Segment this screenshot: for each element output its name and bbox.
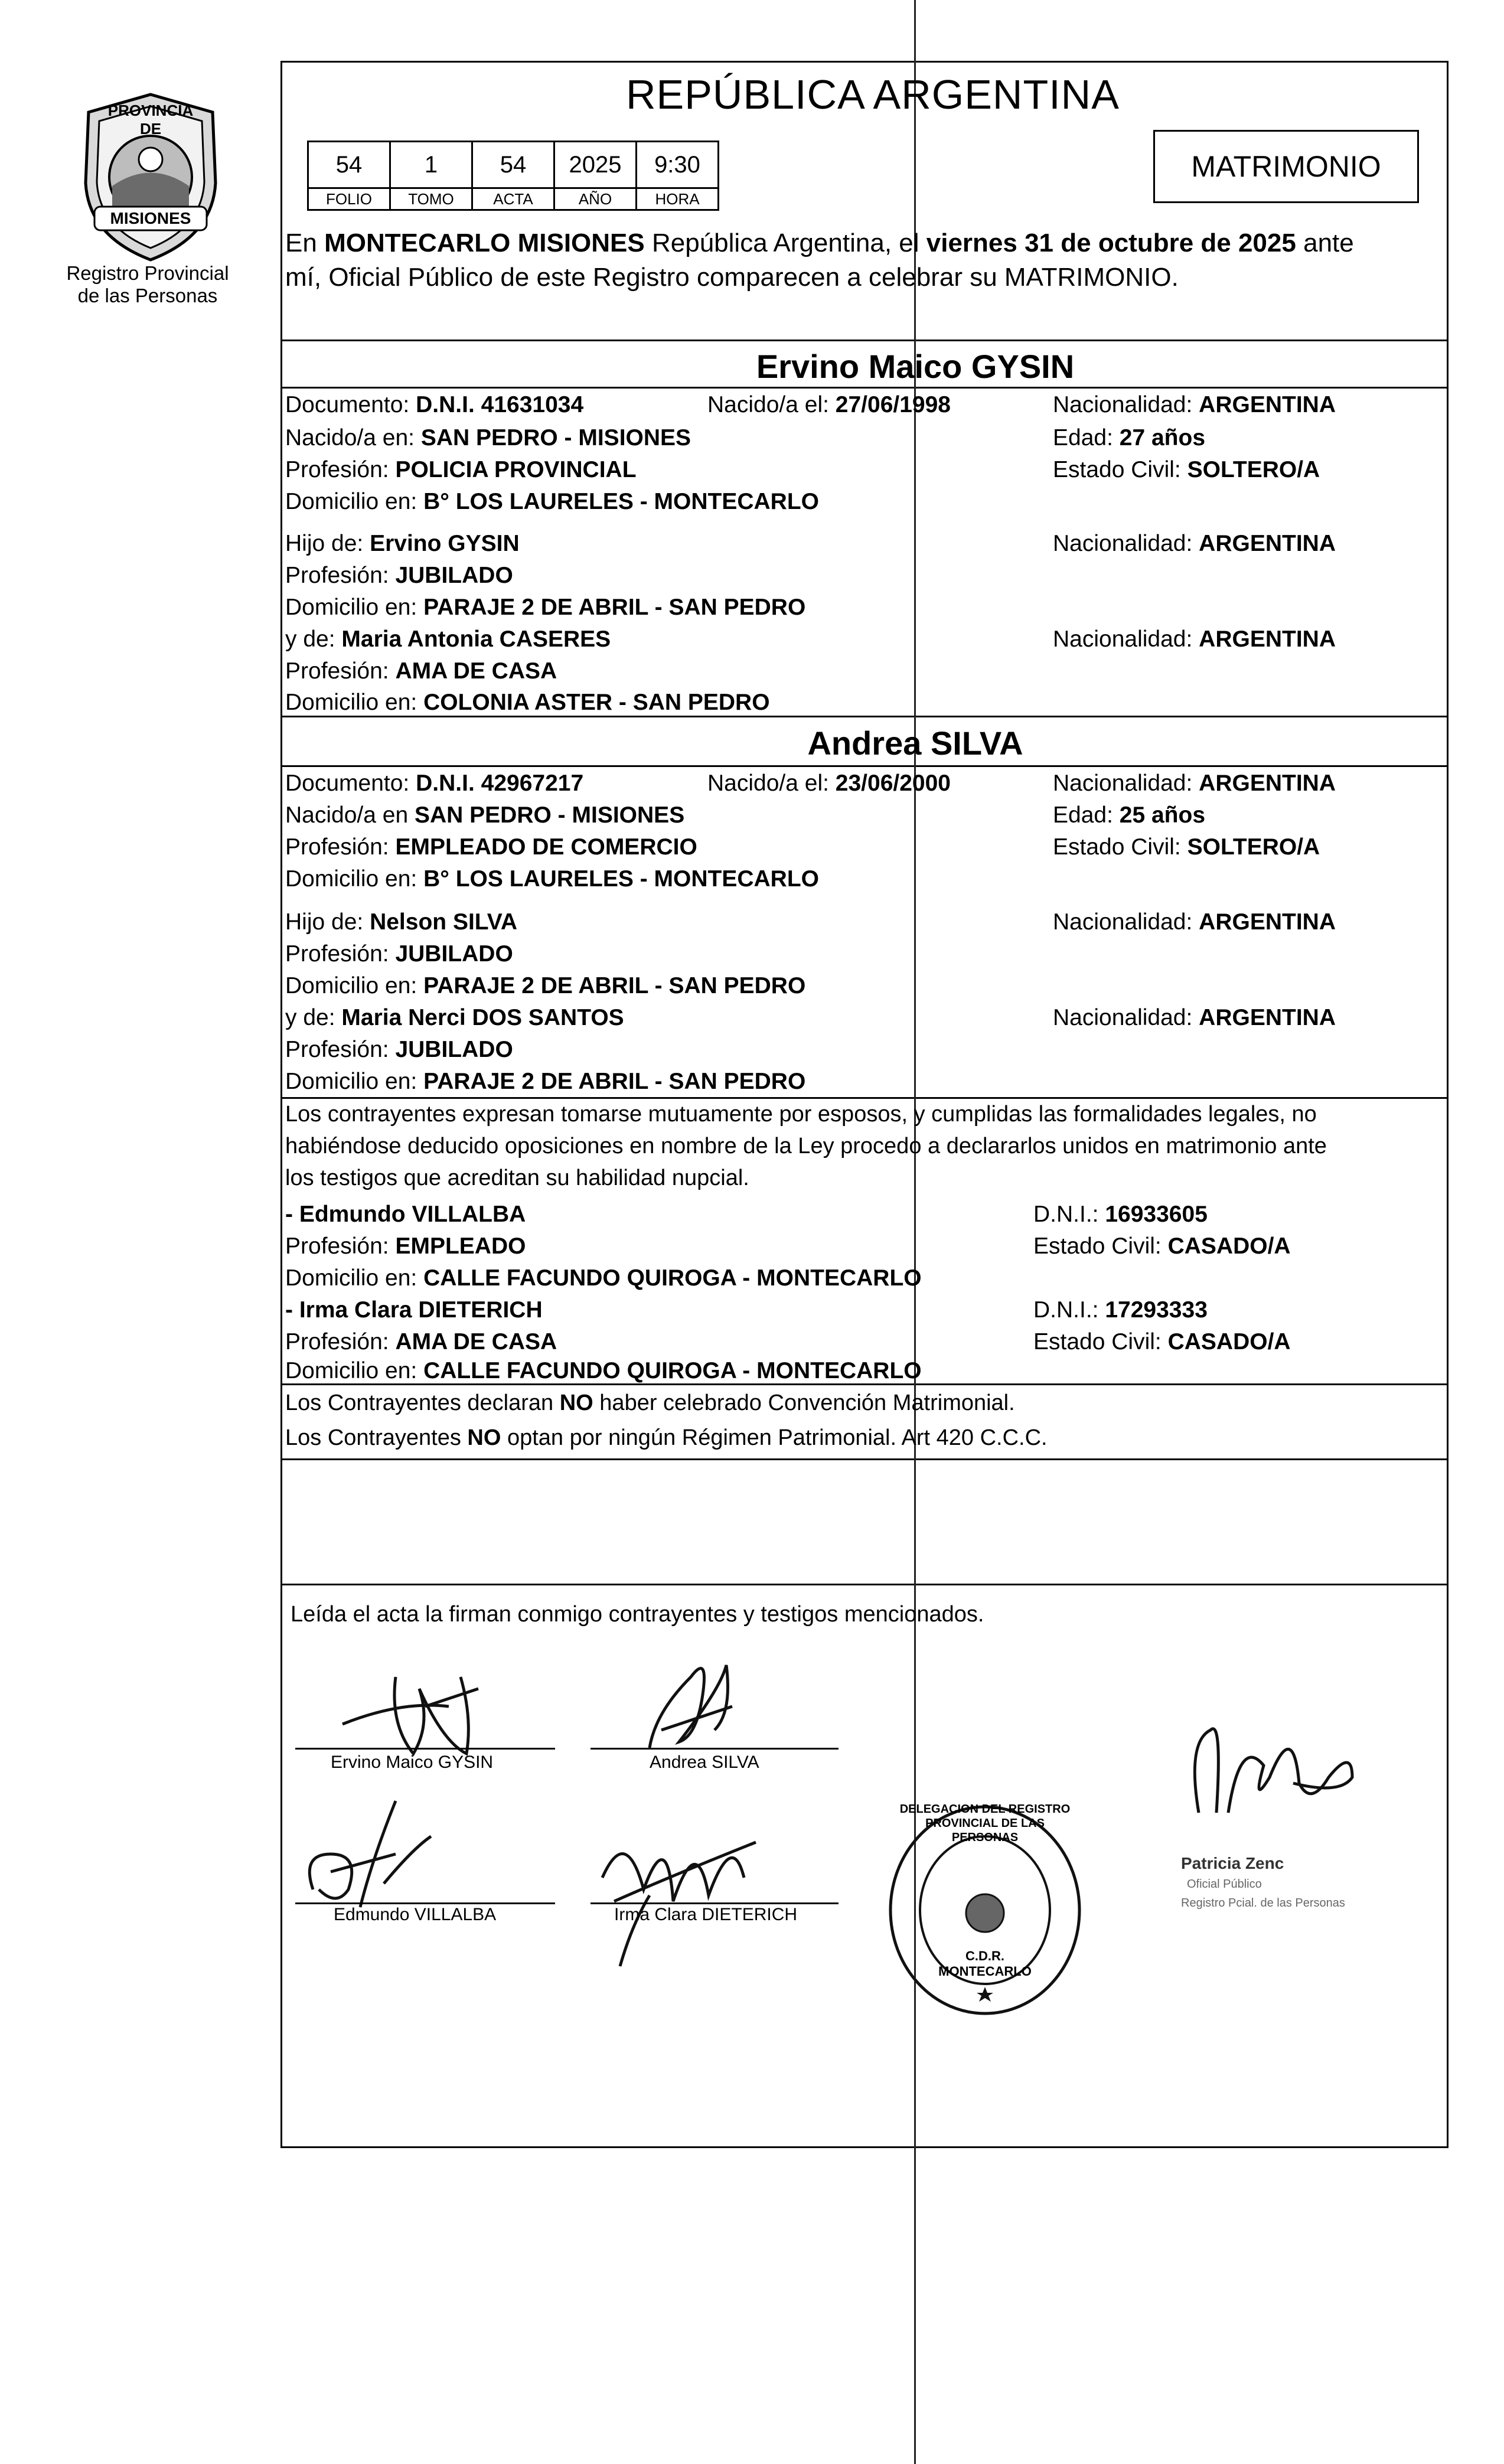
- bride-documento: Documento: D.N.I. 42967217: [285, 771, 584, 796]
- bride-mother: y de: Maria Nerci DOS SANTOS: [285, 1005, 624, 1030]
- intro-line-1: En MONTECARLO MISIONES República Argentina, el viernes 31 de octubre de 2025 ante: [285, 229, 1354, 257]
- bride-nacido-en: Nacido/a en SAN PEDRO - MISIONES: [285, 802, 685, 828]
- witness-1-estado-civil: Estado Civil: CASADO/A: [1033, 1233, 1291, 1259]
- bride-father-profesion: Profesión: JUBILADO: [285, 941, 513, 967]
- closing-statement: Leída el acta la firman conmigo contrayentes y testigos mencionados.: [291, 1602, 984, 1627]
- tomo-value: 1: [390, 142, 472, 188]
- witness-2-dni: D.N.I.: 17293333: [1033, 1297, 1208, 1323]
- witness-1-signature-label: Edmundo VILLALBA: [334, 1905, 497, 1924]
- convention-line-1: Los Contrayentes declaran NO haber celebrado Convención Matrimonial.: [285, 1391, 1015, 1415]
- groom-edad: Edad: 27 años: [1053, 425, 1206, 451]
- tomo-label: TOMO: [390, 188, 472, 210]
- bride-mother-domicilio: Domicilio en: PARAJE 2 DE ABRIL - SAN PEDRO: [285, 1069, 806, 1094]
- witness-1-signature: [295, 1789, 472, 1919]
- declaration-line-1: Los contrayentes expresan tomarse mutuamente por esposos, y cumplidas las formalidades legales, no: [285, 1102, 1317, 1127]
- witness-1-signature-line: [295, 1902, 555, 1904]
- official-stamp-line-3: Registro Pcial. de las Personas: [1181, 1897, 1345, 1910]
- groom-nacionalidad: Nacionalidad: ARGENTINA: [1053, 392, 1336, 417]
- witness-2-signature-line: [590, 1902, 839, 1904]
- witness-1-dni: D.N.I.: 16933605: [1033, 1202, 1208, 1227]
- bride-profesion: Profesión: EMPLEADO DE COMERCIO: [285, 834, 697, 860]
- groom-father-profesion: Profesión: JUBILADO: [285, 563, 513, 588]
- divider-groom-name: [280, 387, 1448, 389]
- registry-circular-stamp: [885, 1801, 1085, 2019]
- registry-reference-table: [307, 141, 719, 211]
- bride-estado-civil: Estado Civil: SOLTERO/A: [1053, 834, 1320, 860]
- groom-estado-civil: Estado Civil: SOLTERO/A: [1053, 457, 1320, 482]
- groom-documento: Documento: D.N.I. 41631034: [285, 392, 584, 417]
- hora-label: HORA: [637, 188, 719, 210]
- groom-mother-domicilio: Domicilio en: COLONIA ASTER - SAN PEDRO: [285, 690, 770, 715]
- divider-declaration: [280, 1097, 1448, 1099]
- bride-name: Andrea SILVA: [807, 724, 1023, 762]
- witness-2-signature: [579, 1807, 791, 1984]
- document-type-box: MATRIMONIO: [1153, 130, 1419, 203]
- witness-2-domicilio: Domicilio en: CALLE FACUNDO QUIROGA - MONTECARLO: [285, 1358, 922, 1383]
- bride-nacido-el: Nacido/a el: 23/06/2000: [707, 771, 951, 796]
- intro-date: viernes 31 de octubre de 2025: [926, 229, 1296, 257]
- groom-signature-label: Ervino Maico GYSIN: [331, 1752, 494, 1772]
- stamp-ring-text: DELEGACION DEL REGISTRO PROVINCIAL DE LAS PERSONAS: [899, 1803, 1071, 1844]
- bride-mother-profesion: Profesión: JUBILADO: [285, 1037, 513, 1062]
- document-title: REPÚBLICA ARGENTINA: [626, 71, 1120, 118]
- divider-intro: [280, 340, 1448, 341]
- seal-text-top: PROVINCIA DE: [107, 102, 194, 138]
- groom-profesion: Profesión: POLICIA PROVINCIAL: [285, 457, 637, 482]
- anio-value: 2025: [554, 142, 637, 188]
- bride-nacionalidad: Nacionalidad: ARGENTINA: [1053, 771, 1336, 796]
- witness-2-name: - Irma Clara DIETERICH: [285, 1297, 543, 1323]
- groom-father-nacionalidad: Nacionalidad: ARGENTINA: [1053, 531, 1336, 556]
- hora-value: 9:30: [637, 142, 719, 188]
- declaration-line-3: los testigos que acreditan su habilidad nupcial.: [285, 1166, 749, 1190]
- witness-2-estado-civil: Estado Civil: CASADO/A: [1033, 1329, 1291, 1355]
- intro-line-2: mí, Oficial Público de este Registro comparecen a celebrar su MATRIMONIO.: [285, 263, 1179, 292]
- registry-caption-2: de las Personas: [77, 285, 218, 306]
- groom-nacido-en: Nacido/a en: SAN PEDRO - MISIONES: [285, 425, 691, 451]
- groom-mother: y de: Maria Antonia CASERES: [285, 626, 611, 652]
- divider-bride-name: [280, 765, 1448, 767]
- groom-nacido-el: Nacido/a el: 27/06/1998: [707, 392, 951, 417]
- registry-logo: [71, 89, 230, 266]
- bride-signature-line: [590, 1748, 839, 1750]
- groom-domicilio: Domicilio en: B° LOS LAURELES - MONTECARLO: [285, 489, 820, 514]
- bride-father-nacionalidad: Nacionalidad: ARGENTINA: [1053, 909, 1336, 935]
- stamp-center-text: C.D.R. MONTECARLO: [938, 1949, 1032, 1979]
- divider-blank: [280, 1458, 1448, 1460]
- bride-mother-nacionalidad: Nacionalidad: ARGENTINA: [1053, 1005, 1336, 1030]
- official-signature: [1175, 1695, 1376, 1830]
- anio-label: AÑO: [554, 188, 637, 210]
- groom-mother-nacionalidad: Nacionalidad: ARGENTINA: [1053, 626, 1336, 652]
- groom-father: Hijo de: Ervino GYSIN: [285, 531, 520, 556]
- bride-domicilio: Domicilio en: B° LOS LAURELES - MONTECARLO: [285, 866, 820, 892]
- bride-father: Hijo de: Nelson SILVA: [285, 909, 517, 935]
- bride-signature-label: Andrea SILVA: [650, 1752, 759, 1772]
- divider-closing: [280, 1584, 1448, 1585]
- acta-value: 54: [472, 142, 554, 188]
- bride-edad: Edad: 25 años: [1053, 802, 1206, 828]
- witness-1-profesion: Profesión: EMPLEADO: [285, 1233, 526, 1259]
- groom-signature-line: [295, 1748, 555, 1750]
- bride-signature: [614, 1641, 768, 1760]
- official-stamp-name: Patricia Zenc: [1181, 1854, 1284, 1872]
- folio-label: FOLIO: [308, 188, 390, 210]
- intro-place: MONTECARLO MISIONES: [324, 229, 645, 257]
- groom-mother-profesion: Profesión: AMA DE CASA: [285, 658, 557, 684]
- official-stamp-line-2: Oficial Público: [1187, 1878, 1262, 1891]
- groom-father-domicilio: Domicilio en: PARAJE 2 DE ABRIL - SAN PEDRO: [285, 595, 806, 620]
- witness-1-domicilio: Domicilio en: CALLE FACUNDO QUIROGA - MONTECARLO: [285, 1265, 922, 1291]
- acta-label: ACTA: [472, 188, 554, 210]
- folio-value: 54: [308, 142, 390, 188]
- witness-2-profesion: Profesión: AMA DE CASA: [285, 1329, 557, 1355]
- declaration-line-2: habiéndose deducido oposiciones en nombre de la Ley procedo a declararlos unidos en matrimonio ante: [285, 1134, 1327, 1158]
- witness-2-signature-label: Irma Clara DIETERICH: [614, 1905, 798, 1924]
- bride-father-domicilio: Domicilio en: PARAJE 2 DE ABRIL - SAN PEDRO: [285, 973, 806, 998]
- convention-line-2: Los Contrayentes NO optan por ningún Régimen Patrimonial. Art 420 C.C.C.: [285, 1425, 1048, 1450]
- registry-caption-1: Registro Provincial: [66, 262, 229, 284]
- witness-1-name: - Edmundo VILLALBA: [285, 1202, 526, 1227]
- seal-text-bottom: MISIONES: [110, 209, 191, 227]
- groom-name: Ervino Maico GYSIN: [756, 348, 1075, 385]
